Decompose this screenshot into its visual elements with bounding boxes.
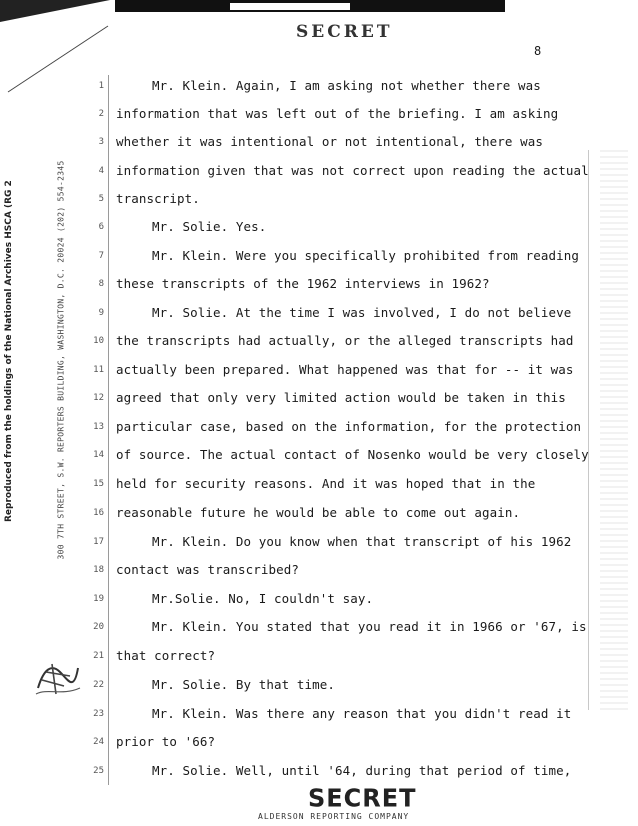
line-number: 23 xyxy=(93,709,104,719)
transcript-line xyxy=(0,333,638,351)
line-number: 25 xyxy=(93,766,104,776)
transcript-line xyxy=(0,447,638,465)
line-number: 3 xyxy=(98,137,104,147)
line-text: actually been prepared. What happened was that for -- it was xyxy=(116,362,574,377)
line-text: held for security reasons. And it was hoped that in the xyxy=(116,476,536,491)
line-number: 5 xyxy=(98,194,104,204)
line-number: 11 xyxy=(93,365,104,375)
transcript-line xyxy=(0,276,638,294)
line-number: 8 xyxy=(98,279,104,289)
transcript-line xyxy=(0,677,638,695)
line-number: 13 xyxy=(93,422,104,432)
line-text: contact was transcribed? xyxy=(116,562,300,577)
line-number: 9 xyxy=(98,308,104,318)
line-text: Mr. Klein. Was there any reason that you didn't read it xyxy=(152,706,572,721)
line-text: information given that was not correct upon reading the actual xyxy=(116,163,589,178)
page-header-classification: SECRET xyxy=(296,22,393,42)
line-text: information that was left out of the briefing. I am asking xyxy=(116,106,559,121)
line-text: Mr. Solie. Well, until '64, during that period of time, xyxy=(152,763,572,778)
transcript-line xyxy=(0,419,638,437)
line-number: 20 xyxy=(93,622,104,632)
line-text: particular case, based on the information, for the protection xyxy=(116,419,582,434)
line-text: Mr. Klein. Were you specifically prohibited from reading xyxy=(152,248,580,263)
line-text: Mr. Solie. Yes. xyxy=(152,219,267,234)
line-text: these transcripts of the 1962 interviews in 1962? xyxy=(116,276,490,291)
footer-classification: SECRET xyxy=(308,783,417,813)
reporter-address: 300 7TH STREET, S.W. REPORTERS BUILDING, WASHINGTON, D.C. 20024 (202) 554-2345 xyxy=(56,160,66,560)
transcript-line xyxy=(0,390,638,408)
transcript-line xyxy=(0,134,638,152)
line-text: whether it was intentional or not intentional, there was xyxy=(116,134,544,149)
line-text: transcript. xyxy=(116,191,200,206)
line-text: Mr.Solie. No, I couldn't say. xyxy=(152,591,374,606)
line-text: Mr. Solie. By that time. xyxy=(152,677,336,692)
line-number: 17 xyxy=(93,537,104,547)
page-number: 8 xyxy=(534,44,542,58)
transcript-line xyxy=(0,191,638,209)
line-text: Mr. Klein. Do you know when that transcript of his 1962 xyxy=(152,534,572,549)
transcript-line xyxy=(0,476,638,494)
transcript-line xyxy=(0,163,638,181)
handwritten-stamp-icon xyxy=(34,658,82,698)
line-number: 15 xyxy=(93,479,104,489)
transcript-line xyxy=(0,763,638,781)
line-number: 19 xyxy=(93,594,104,604)
line-number: 21 xyxy=(93,651,104,661)
line-text: Mr. Klein. You stated that you read it in 1966 or '67, is xyxy=(152,619,587,634)
archive-reproduction-note: Reproduced from the holdings of the National Archives HSCA (RG 2 xyxy=(4,180,14,522)
line-text: the transcripts had actually, or the alleged transcripts had xyxy=(116,333,574,348)
line-number: 22 xyxy=(93,680,104,690)
transcript-line xyxy=(0,248,638,266)
line-number: 10 xyxy=(93,336,104,346)
line-text: prior to '66? xyxy=(116,734,216,749)
transcript-line xyxy=(0,734,638,752)
line-number: 2 xyxy=(98,109,104,119)
transcript-line xyxy=(0,619,638,637)
transcript-line xyxy=(0,106,638,124)
transcript-line xyxy=(0,362,638,380)
scan-diagonal-line xyxy=(0,0,638,120)
line-text: reasonable future he would be able to come out again. xyxy=(116,505,521,520)
transcript-line xyxy=(0,219,638,237)
line-number: 1 xyxy=(98,81,104,91)
line-number: 12 xyxy=(93,393,104,403)
line-number: 16 xyxy=(93,508,104,518)
transcript-line xyxy=(0,505,638,523)
line-number: 7 xyxy=(98,251,104,261)
transcript-line xyxy=(0,562,638,580)
line-text: agreed that only very limited action would be taken in this xyxy=(116,390,566,405)
line-number: 4 xyxy=(98,166,104,176)
line-number: 18 xyxy=(93,565,104,575)
transcript-line xyxy=(0,648,638,666)
line-text: of source. The actual contact of Nosenko would be very closely xyxy=(116,447,589,462)
footer-company-name: ALDERSON REPORTING COMPANY xyxy=(258,812,410,821)
line-text: that correct? xyxy=(116,648,216,663)
line-text: Mr. Klein. Again, I am asking not whether there was xyxy=(152,78,541,93)
transcript-line xyxy=(0,706,638,724)
line-text: Mr. Solie. At the time I was involved, I do not believe xyxy=(152,305,572,320)
transcript-line xyxy=(0,78,638,96)
line-number: 24 xyxy=(93,737,104,747)
line-number: 14 xyxy=(93,450,104,460)
transcript-line xyxy=(0,534,638,552)
line-number: 6 xyxy=(98,222,104,232)
transcript-line xyxy=(0,305,638,323)
transcript-line xyxy=(0,591,638,609)
